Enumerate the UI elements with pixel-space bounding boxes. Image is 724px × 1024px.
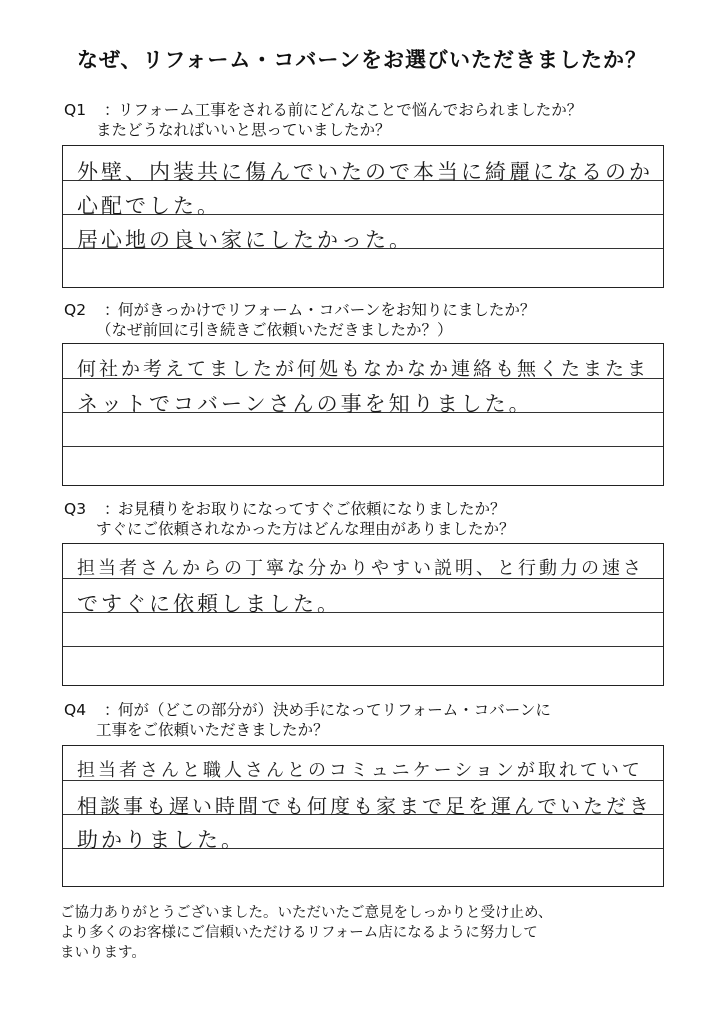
- answer-rule: [63, 646, 663, 647]
- answer-line-3: 助かりました。: [77, 828, 245, 852]
- closing-message: [60, 903, 700, 963]
- question-number: Q1: [64, 101, 87, 119]
- answer-line-2: ですぐに依頼しました。: [77, 592, 341, 616]
- question-2: [64, 300, 535, 340]
- answer-line-2: 心配でした。: [77, 194, 221, 218]
- question-separator: ：: [104, 500, 120, 518]
- question-1: [64, 100, 582, 140]
- answer-line-2: 相談事も遅い時間でも何度も家まで足を運んでいただき: [77, 794, 652, 818]
- answer-line-1: 担当者さんと職人さんとのコミュニケーションが取れていて: [77, 760, 643, 781]
- answer-rule: [63, 446, 663, 447]
- answer-line-1: 何社か考えてましたが何処もなかなか連絡も無くたまたま: [77, 358, 650, 380]
- question-number: Q4: [64, 701, 87, 719]
- answer-box-2: [62, 343, 664, 486]
- question-separator: ：: [104, 301, 120, 319]
- question-separator: ：: [104, 101, 120, 119]
- question-4: [64, 700, 551, 740]
- closing-line-3: まいります。: [60, 945, 146, 961]
- answer-line-1: 担当者さんからの丁寧な分かりやすい説明、と行動力の速さ: [77, 558, 644, 579]
- question-3: [64, 499, 515, 539]
- question-text-line2: またどうなればいいと思っていましたか？: [96, 121, 391, 139]
- answer-box-4: [62, 745, 664, 887]
- question-text-line2: すぐにご依頼されなかった方はどんな理由がありましたか？: [96, 520, 515, 538]
- closing-line-2: より多くのお客様にご信頼いただけるリフォーム店になるように努力して: [60, 925, 538, 941]
- answer-box-3: [62, 543, 664, 686]
- question-text-line1: 何が（どこの部分が）決め手になってリフォーム・コバーンに: [118, 701, 551, 719]
- question-text-line2: （なぜ前回に引き続きご依頼いただきましたか？）: [96, 321, 453, 339]
- closing-line-1: ご協力ありがとうございました。いただいたご意見をしっかりと受け止め、: [60, 905, 553, 921]
- answer-line-2: ネットでコバーンさんの事を知りました。: [77, 392, 533, 416]
- question-separator: ：: [104, 701, 120, 719]
- answer-line-3: 居心地の良い家にしたかった。: [77, 228, 413, 252]
- question-number: Q2: [64, 301, 87, 319]
- question-text-line1: リフォーム工事をされる前にどんなことで悩んでおられましたか？: [118, 101, 583, 119]
- page-title: なぜ、リフォーム・コバーンをお選びいただきましたか？: [77, 48, 647, 72]
- answer-box-1: [62, 145, 664, 288]
- question-text-line2: 工事をご依頼いただきましたか？: [96, 721, 329, 739]
- answer-line-1: 外壁、内装共に傷んでいたので本当に綺麗になるのか: [77, 160, 653, 184]
- question-text-line1: 何がきっかけでリフォーム・コバーンをお知りにましたか？: [118, 301, 536, 319]
- question-text-line1: お見積りをお取りになってすぐご依頼になりましたか？: [118, 500, 506, 518]
- question-number: Q3: [64, 500, 87, 518]
